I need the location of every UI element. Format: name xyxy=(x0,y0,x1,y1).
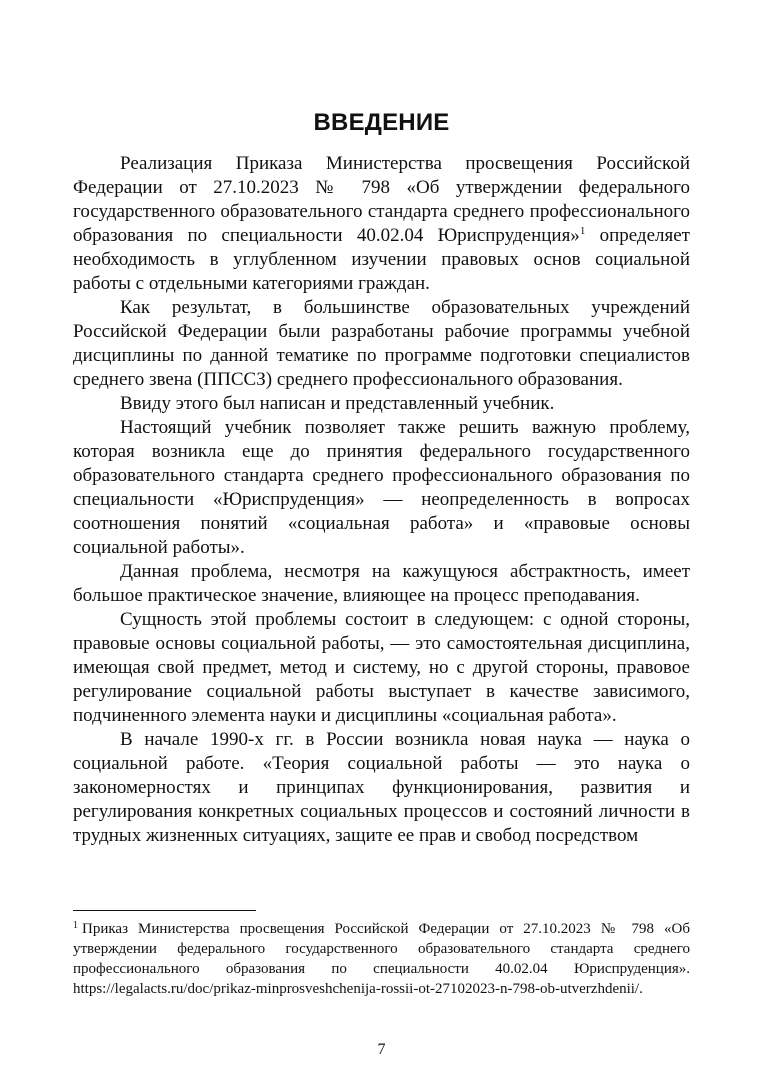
paragraph: В начале 1990-х гг. в России возникла новая наука — наука о социальной работе. «Теория социальной работы — это наука о закономерностях и принципах функционирования, развития и регулирования конкретных социальных процессов и состояний личности в трудных жизненных ситуациях, защите ее прав и свобод посредством xyxy=(73,729,690,846)
footnote-marker: 1 xyxy=(73,920,78,931)
paragraph-text-continuation: определяет необходимость в углубленном изучении правовых основ социальной работы с отдельными категориями граждан. xyxy=(73,225,690,294)
footnote xyxy=(73,919,690,999)
main-text xyxy=(73,152,690,848)
page-number: 7 xyxy=(377,1041,386,1058)
paragraph: Настоящий учебник позволяет также решить важную проблему, которая возникла еще до принятия федерального государственного образовательного стандарта среднего профессионального образования по специальности «Юриспруденция» — неопределенность в вопросах соотношения понятий «социальная работа» и «правовые основы социальной работы». xyxy=(73,417,690,558)
page-title: ВВЕДЕНИЕ xyxy=(313,109,450,136)
paragraph: Сущность этой проблемы состоит в следующем: с одной стороны, правовые основы социальной работы, — это самостоятельная дисциплина, имеющая свой предмет, метод и систему, но с другой стороны, правовое регулирование социальной работы выступает в качестве зависимого, подчиненного элемента науки и дисциплины «социальная работа». xyxy=(73,609,690,726)
paragraph: Данная проблема, несмотря на кажущуюся абстрактность, имеет большое практическое значение, влияющее на процесс преподавания. xyxy=(73,561,690,606)
footnote-text: Приказ Министерства просвещения Российской Федерации от 27.10.2023 № 798 «Об утверждении федерального государственного образовательного стандарта среднего профессионального образования по специальности 40.02.04 Юриспруденция». https://legalacts.ru/doc/prikaz-minprosveshchenija-rossii-ot-27102023-n-798-ob-utverzhdenii/. xyxy=(73,921,690,997)
paragraph: Ввиду этого был написан и представленный учебник. xyxy=(120,393,555,414)
paragraph xyxy=(73,152,690,296)
paragraph: Как результат, в большинстве образовательных учреждений Российской Федерации были разработаны рабочие программы учебной дисциплины по данной тематике по программе подготовки специалистов среднего звена (ППССЗ) среднего профессионального образования. xyxy=(73,297,690,390)
paragraph-text: Реализация Приказа Министерства просвещения Российской Федерации от 27.10.2023 № 798 «Об утверждении федерального государственного образовательного стандарта среднего профессионального образования по специальности 40.02.04 Юриспруденция» xyxy=(73,153,690,246)
footnote-reference: 1 xyxy=(579,225,586,237)
footnote-separator xyxy=(73,910,256,911)
